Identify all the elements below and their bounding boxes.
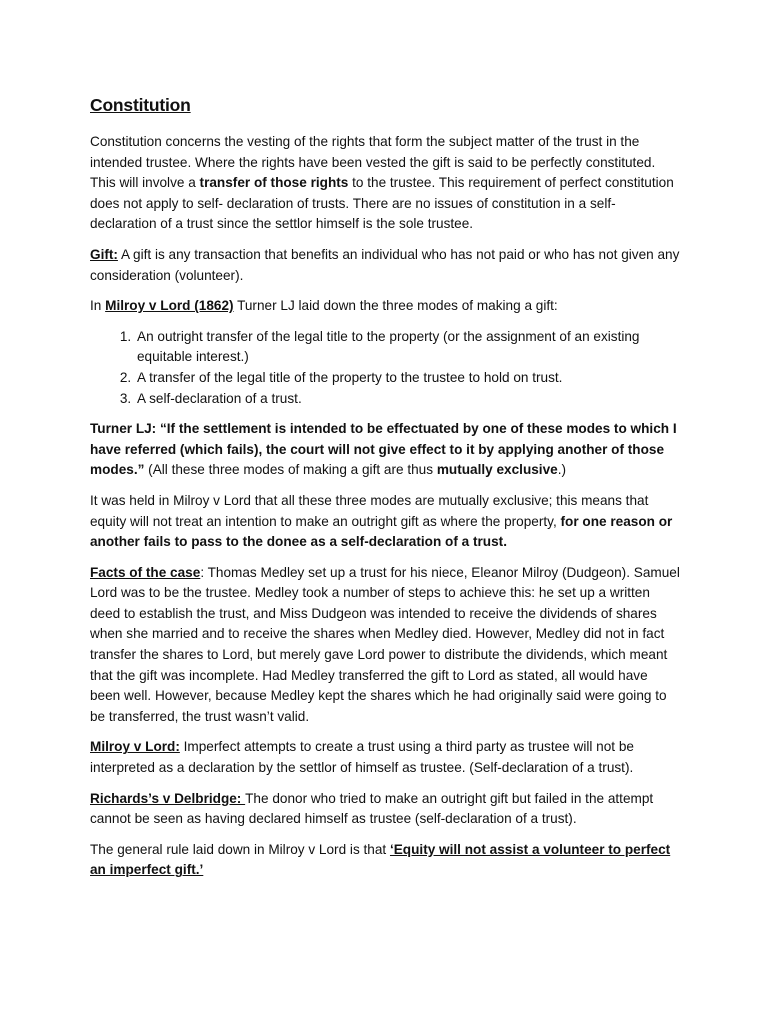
milroy-case-name: Milroy v Lord (1862)	[105, 298, 234, 314]
gift-paragraph	[90, 245, 680, 286]
held-emphasis: for one reason or another fails to pass to the donee as a self-declaration of a trust.	[90, 513, 673, 550]
turner-quote-paragraph	[90, 419, 680, 481]
milroy-rule-text: Imperfect attempts to create a trust using a third party as trustee will not be interpreted as a declaration by the settlor of himself as trustee. (Self-declaration of a trust).	[90, 739, 634, 776]
turner-note-end: .)	[557, 462, 567, 478]
facts-text: : Thomas Medley set up a trust for his niece, Eleanor Milroy (Dudgeon). Samuel Lord was to be the trustee. Medley took a number of steps to achieve this: he set up a written deed to establish the trust, and Miss Dudgeon was intended to receive the dividends of shares when she married and to receive the shares when Medley died. However, Medley did not in fact transfer the shares to Lord, but merely gave Lord power to distribute the dividends, which meant that the gift was incomplete. Had Medley transferred the gift to Lord as stated, all would have been well. However, because Medley kept the shares which he had originally said were going to be transferred, the trust wasn’t valid.	[90, 564, 680, 724]
turner-note-start: (All these three modes of making a gift are thus	[144, 462, 437, 478]
intro-text-end: to the trustee. This requirement of perfect constitution does not apply to self- declaration of trusts. There are no issues of constitution in a self-declaration of a trust since the settlor himself is the sole trustee.	[90, 175, 674, 232]
milroy-intro-start: In	[90, 298, 106, 314]
general-rule-maxim: ‘Equity will not assist a volunteer to perfect an imperfect gift.’	[90, 841, 671, 878]
turner-note-emphasis: mutually exclusive	[436, 462, 558, 478]
richards-label: Richards’s v Delbridge:	[90, 790, 246, 806]
held-paragraph	[90, 491, 680, 553]
milroy-intro-paragraph	[90, 296, 680, 317]
mode-item: 3. A self-declaration of a trust.	[135, 389, 680, 410]
held-text: It was held in Milroy v Lord that all these three modes are mutually exclusive; this means that equity will not treat an intention to make an outright gift as where the property,	[90, 492, 649, 529]
document-title: Constitution	[90, 95, 191, 115]
gift-label: Gift:	[90, 246, 118, 262]
milroy-intro-end: Turner LJ laid down the three modes of making a gift:	[233, 298, 558, 314]
facts-paragraph	[90, 563, 680, 728]
milroy-rule-paragraph	[90, 737, 680, 778]
modes-list	[90, 327, 680, 409]
intro-emphasis: transfer of those rights	[199, 175, 349, 191]
facts-label: Facts of the case	[90, 564, 201, 580]
richards-paragraph	[90, 789, 680, 830]
intro-text-start: Constitution concerns the vesting of the rights that form the subject matter of the trust in the intended trustee. Where the rights have been vested the gift is said to be perfectly constituted. This will involve a	[90, 134, 656, 191]
gift-text: A gift is any transaction that benefits an individual who has not paid or who has not given any consideration (volunteer).	[90, 246, 680, 283]
mode-item: 2. A transfer of the legal title of the property to the trustee to hold on trust.	[135, 368, 680, 389]
richards-text: The donor who tried to make an outright gift but failed in the attempt cannot be seen as having declared himself as trustee (self-declaration of a trust).	[90, 790, 654, 827]
milroy-rule-label: Milroy v Lord:	[90, 739, 180, 755]
mode-item: 1. An outright transfer of the legal title to the property (or the assignment of an existing equitable interest.)	[135, 327, 680, 368]
intro-paragraph	[90, 132, 680, 235]
general-rule-paragraph	[90, 840, 680, 881]
turner-quote: Turner LJ: “If the settlement is intended to be effectuated by one of these modes to which I have referred (which fails), the court will not give effect to it by applying another of those modes.”	[90, 421, 677, 478]
general-rule-text: The general rule laid down in Milroy v Lord is that	[90, 841, 390, 857]
